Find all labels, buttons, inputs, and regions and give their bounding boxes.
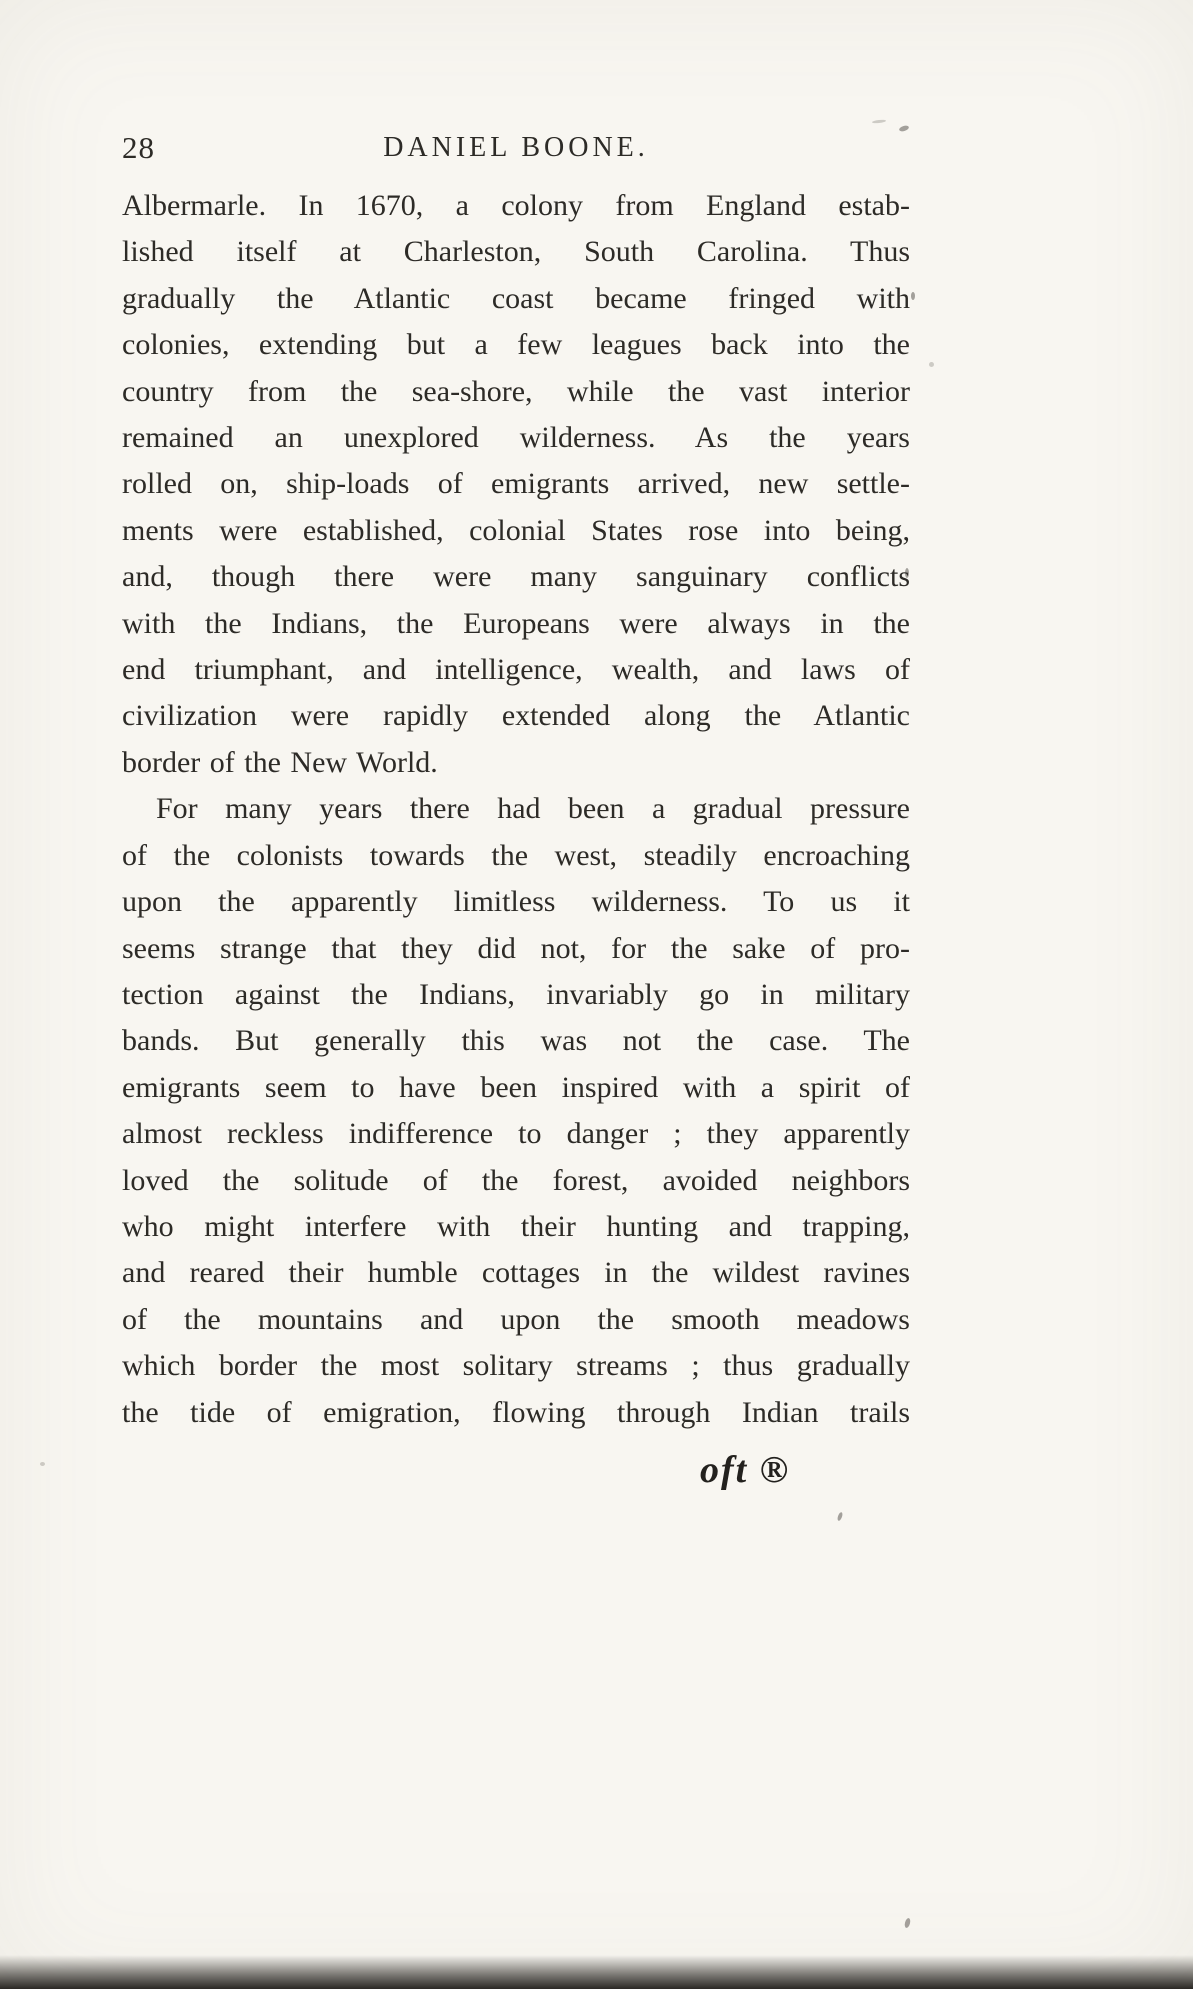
text-line: tection against the Indians, invariably go in military xyxy=(122,977,910,1011)
scan-speck xyxy=(929,362,934,367)
page-number: 28 xyxy=(122,130,155,165)
page-header xyxy=(122,128,910,168)
text-line: Albermarle. In 1670, a colony from England estab- xyxy=(122,189,910,222)
scan-speck xyxy=(904,1918,911,1929)
text-line: the tide of emigration, flowing through Indian trails xyxy=(122,1395,910,1429)
text-line: gradually the Atlantic coast became fringed with xyxy=(122,281,910,315)
text-line: ments were established, colonial States rose into being, xyxy=(122,513,910,547)
scan-speck xyxy=(40,1462,45,1466)
text-line: end triumphant, and intelligence, wealth, and laws of xyxy=(122,653,910,687)
text-line: which border the most solitary streams ; thus gradually xyxy=(122,1349,910,1383)
text-line: emigrants seem to have been inspired with a spirit of xyxy=(122,1070,910,1104)
text-line: and, though there were many sanguinary conflicts xyxy=(122,560,910,594)
text-line: with the Indians, the Europeans were always in the xyxy=(122,606,910,640)
scan-speck xyxy=(872,119,886,123)
text-line: lished itself at Charleston, South Carolina. Thus xyxy=(122,235,910,269)
paragraph xyxy=(122,183,910,786)
scan-speck xyxy=(911,292,915,300)
scan-speck xyxy=(837,1512,844,1522)
text-line: colonies, extending but a few leagues back into the xyxy=(122,328,910,362)
scan-speck xyxy=(905,568,909,578)
text-line: seems strange that they did not, for the sake of pro- xyxy=(122,931,910,965)
text-line: country from the sea-shore, while the vast interior xyxy=(122,374,910,408)
text-line: almost reckless indifference to danger ; they apparently xyxy=(122,1117,910,1151)
text-line: who might interfere with their hunting and trapping, xyxy=(122,1209,910,1243)
scan-edge-shadow xyxy=(0,1955,1193,1989)
running-title: DANIEL BOONE. xyxy=(383,132,649,163)
text-line: of the colonists towards the west, steadily encroaching xyxy=(122,838,910,872)
footer-stamp-mark: oft ® xyxy=(700,1449,791,1491)
text-line: and reared their humble cottages in the wildest ravines xyxy=(122,1256,910,1290)
text-line: loved the solitude of the forest, avoided neighbors xyxy=(122,1163,910,1197)
page-body xyxy=(122,183,910,1436)
text-line: of the mountains and upon the smooth meadows xyxy=(122,1302,910,1336)
paragraph xyxy=(122,786,910,1436)
text-line: remained an unexplored wilderness. As the years xyxy=(122,421,910,455)
text-line: For many years there had been a gradual pressure xyxy=(156,792,910,826)
text-line: upon the apparently limitless wilderness. To us it xyxy=(122,885,910,919)
text-line: border of the New World. xyxy=(122,745,438,779)
text-line: bands. But generally this was not the case. The xyxy=(122,1024,910,1058)
text-line: rolled on, ship-loads of emigrants arrived, new settle- xyxy=(122,467,910,501)
text-line: civilization were rapidly extended along the Atlantic xyxy=(122,699,910,733)
